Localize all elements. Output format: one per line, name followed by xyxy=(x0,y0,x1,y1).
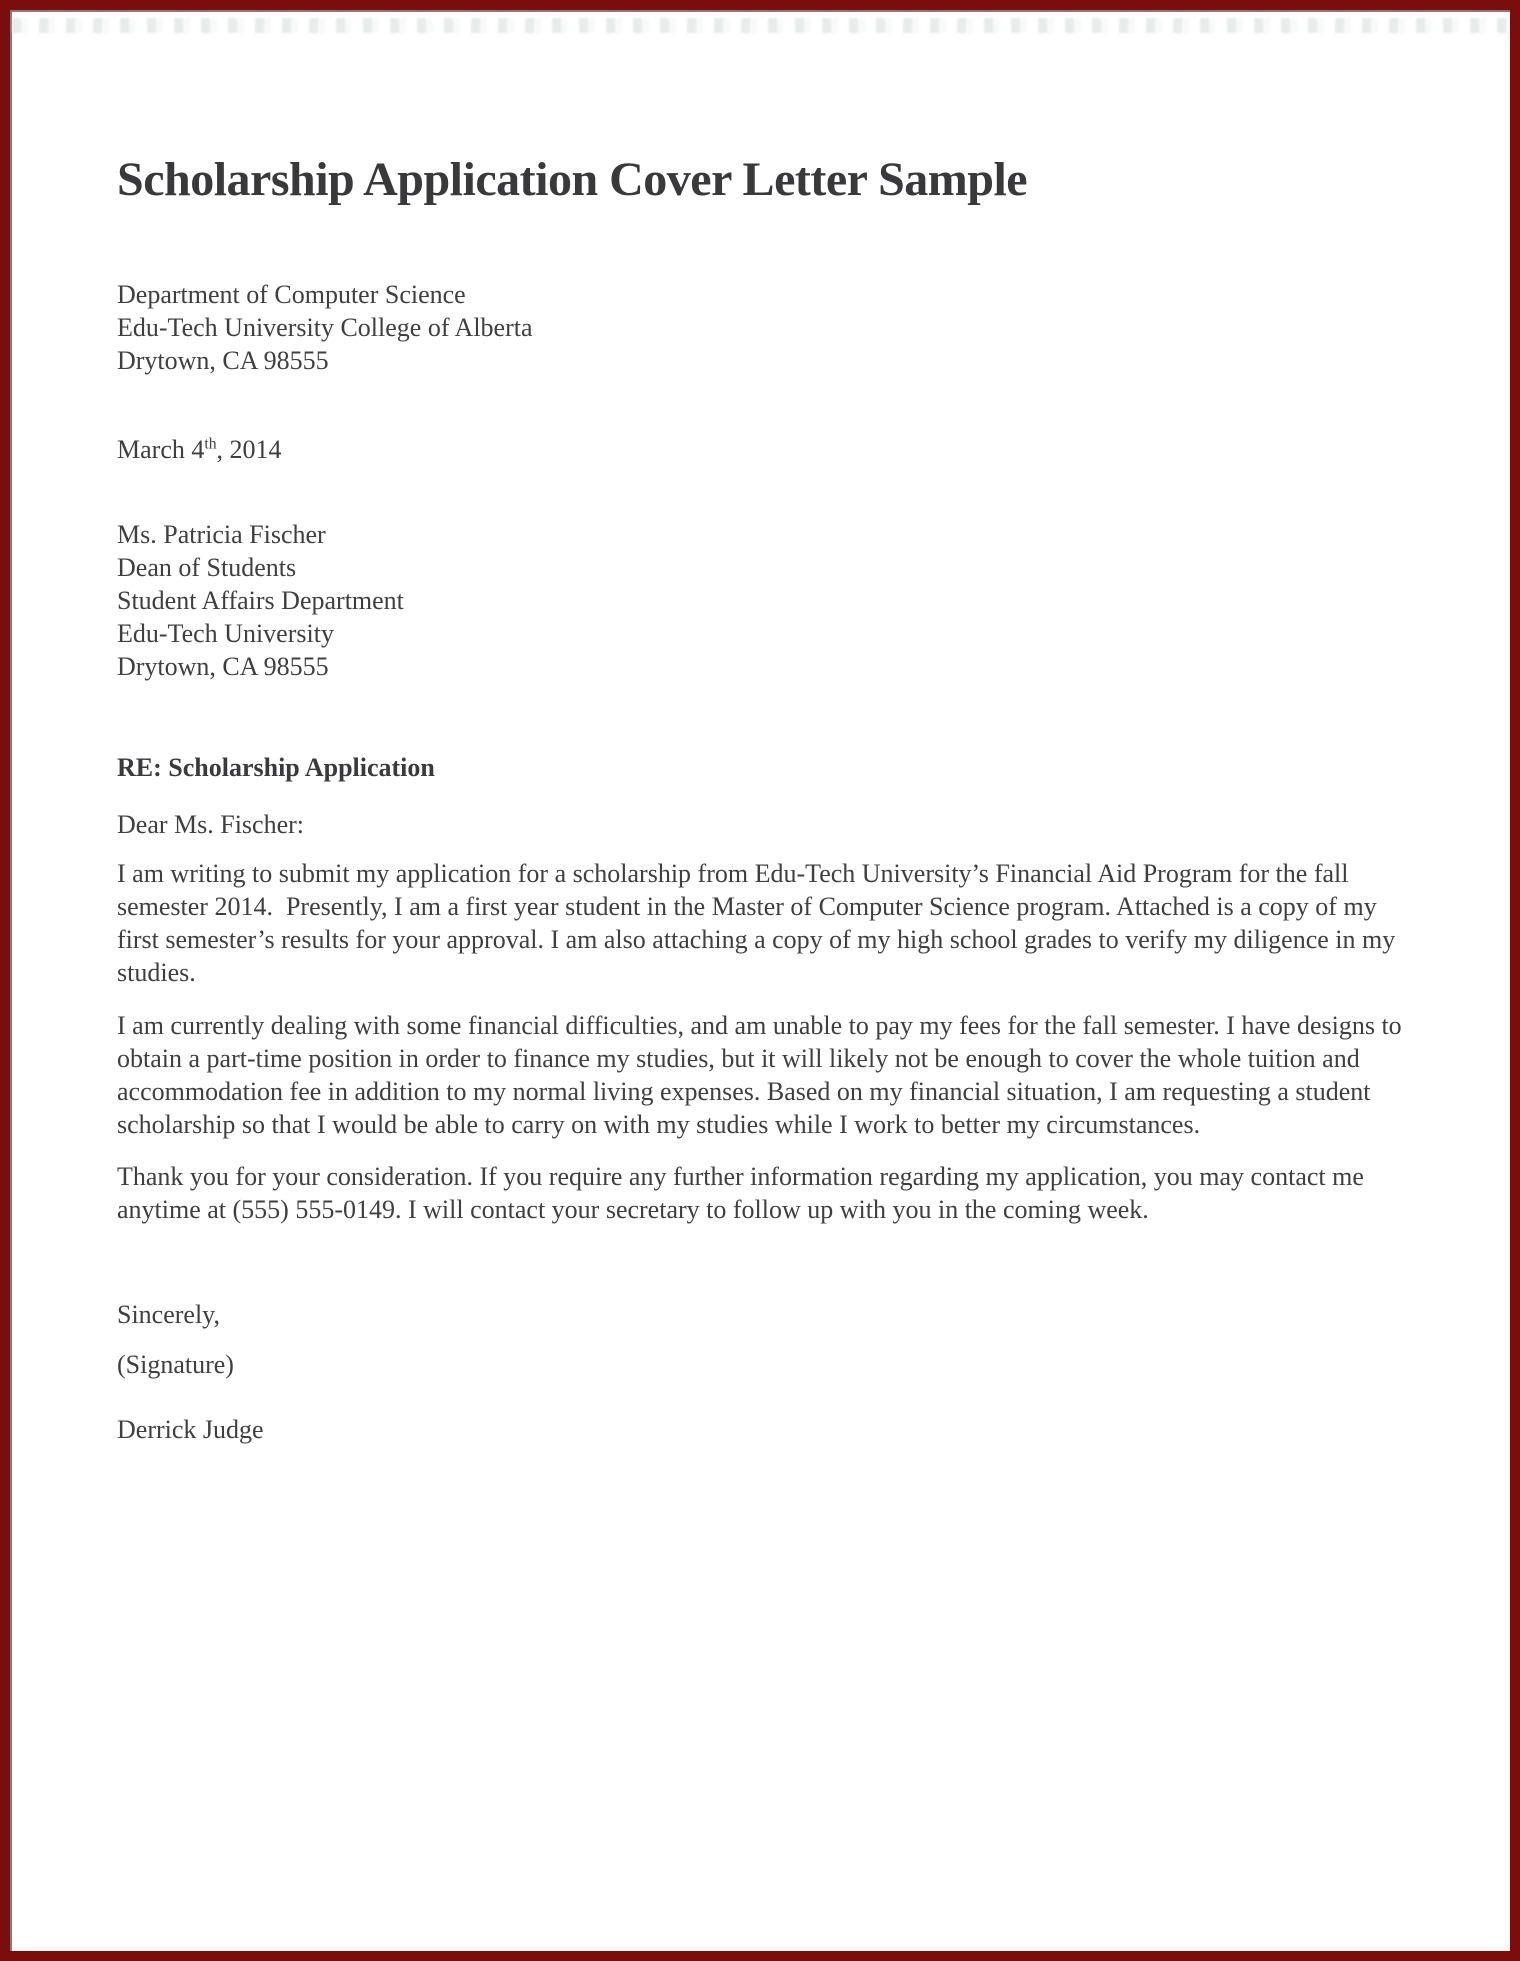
body-paragraph-2: I am currently dealing with some financial difficulties, and am unable to pay my fees for the fall semester. I have designs to obtain a part-time position in order to finance my studies, but it will likely not be enough to cover the whole tuition and accommodation fee in addition to my normal living expenses. Based on my financial situation, I am requesting a student scholarship so that I would be able to carry on with my studies while I work to better my circumstances. xyxy=(117,1011,1409,1139)
recipient-city-line: Drytown, CA 98555 xyxy=(117,652,329,681)
faint-top-watermark-pattern xyxy=(12,18,1508,33)
recipient-name-line: Ms. Patricia Fischer xyxy=(117,520,326,549)
recipient-role-line: Dean of Students xyxy=(117,553,297,582)
body-paragraph-3: Thank you for your consideration. If you require any further information regarding my application, you may contact me anytime at (555) 555-0149. I will contact your secretary to follow up with you in the coming week. xyxy=(117,1162,1371,1224)
date-suffix: , 2014 xyxy=(216,435,282,464)
sender-city-line: Drytown, CA 98555 xyxy=(117,346,329,375)
letter-content xyxy=(10,150,1510,1446)
date-ordinal-superscript: th xyxy=(204,435,217,453)
body-paragraph-1: I am writing to submit my application for a scholarship from Edu-Tech University’s Financial Aid Program for the fall semester 2014. Presently, I am a first year student in the Master of Computer Science program. Attached is a copy of my first semester’s results for your approval. I am also attaching a copy of my high school grades to verify my diligence in my studies. xyxy=(117,859,1402,987)
date-prefix: March 4 xyxy=(117,435,205,464)
closing-line: Sincerely, xyxy=(117,1300,220,1329)
recipient-department-line: Student Affairs Department xyxy=(117,586,404,615)
salutation: Dear Ms. Fischer: xyxy=(117,810,305,839)
recipient-address-block xyxy=(117,518,1403,683)
letter-title: Scholarship Application Cover Letter Sample xyxy=(117,153,1028,206)
recipient-university-line: Edu-Tech University xyxy=(117,619,334,648)
sender-address-block xyxy=(117,278,1403,377)
sender-department-line: Department of Computer Science xyxy=(117,280,466,309)
signature-placeholder: (Signature) xyxy=(117,1350,234,1379)
signer-name: Derrick Judge xyxy=(117,1415,264,1444)
subject-line: RE: Scholarship Application xyxy=(117,753,435,782)
sender-university-line: Edu-Tech University College of Alberta xyxy=(117,313,533,342)
letter-date xyxy=(117,433,1403,466)
